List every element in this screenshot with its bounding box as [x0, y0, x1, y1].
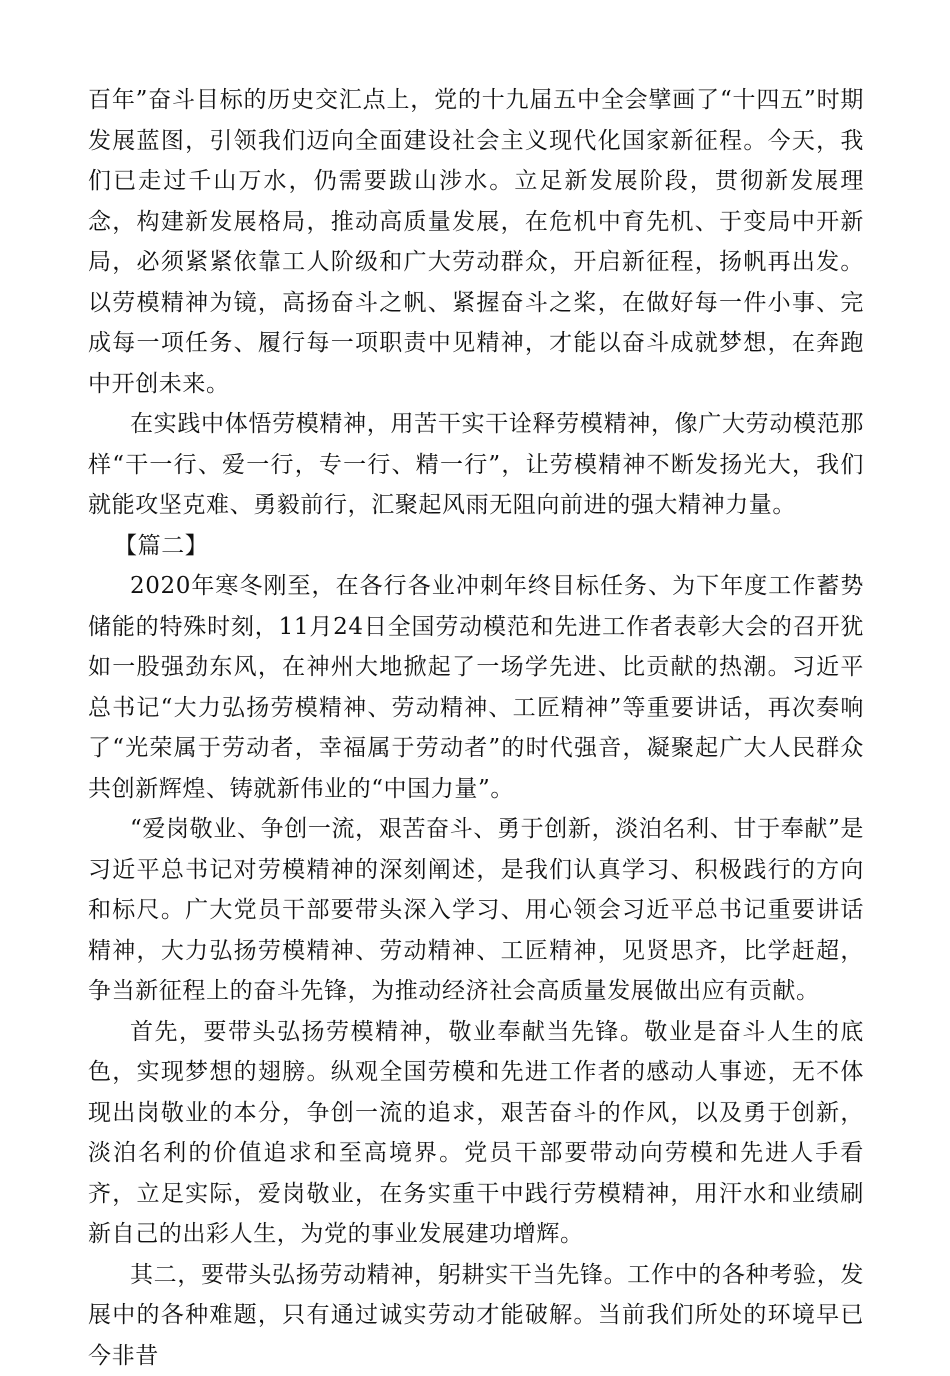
paragraph-continuation: 百年”奋斗目标的历史交汇点上，党的十九届五中全会擘画了“十四五”时期发展蓝图，引领我们迈向全面建设社会主义现代化国家新征程。今天，我们已走过千山万水，仍需要跋山涉水。立足新发展阶段，贯彻新发展理念，构建新发展格局，推动高质量发展，在危机中育先机、于变局中开新局，必须紧紧依靠工人阶级和广大劳动群众，开启新征程，扬帆再出发。以劳模精神为镜，高扬奋斗之帆、紧握奋斗之桨，在做好每一件小事、完成每一项任务、履行每一项职责中见精神，才能以奋斗成就梦想，在奔跑中开创未来。 [88, 80, 864, 404]
document-page [88, 80, 864, 1376]
paragraph-second-point: 其二，要带头弘扬劳动精神，躬耕实干当先锋。工作中的各种考验，发展中的各种难题，只有通过诚实劳动才能破解。当前我们所处的环境早已今非昔 [88, 1255, 864, 1376]
paragraph-practice-spirit: 在实践中体悟劳模精神，用苦干实干诠释劳模精神，像广大劳动模范那样“干一行、爱一行，专一行、精一行”，让劳模精神不断发扬光大，我们就能攻坚克难、勇毅前行，汇聚起风雨无阻向前进的强大精神力量。 [88, 404, 864, 526]
paragraph-first-point: 首先，要带头弘扬劳模精神，敬业奉献当先锋。敬业是奋斗人生的底色，实现梦想的翅膀。纵观全国劳模和先进工作者的感动人事迹，无不体现出岗敬业的本分，争创一流的追求，艰苦奋斗的作风，以及勇于创新，淡泊名利的价值追求和至高境界。党员干部要带动向劳模和先进人手看齐，立足实际，爱岗敬业，在务实重干中践行劳模精神，用汗水和业绩刷新自己的出彩人生，为党的事业发展建功增辉。 [88, 1012, 864, 1255]
section-heading: 【篇二】 [88, 526, 864, 567]
paragraph-model-spirit-quote: “爱岗敬业、争创一流，艰苦奋斗、勇于创新，淡泊名利、甘于奉献”是习近平总书记对劳模精神的深刻阐述，是我们认真学习、积极践行的方向和标尺。广大党员干部要带头深入学习、用心领会习近平总书记重要讲话精神，大力弘扬劳模精神、劳动精神、工匠精神，见贤思齐，比学赶超，争当新征程上的奋斗先锋，为推动经济社会高质量发展做出应有贡献。 [88, 809, 864, 1012]
paragraph-2020-winter: 2020年寒冬刚至，在各行各业冲刺年终目标任务、为下年度工作蓄势储能的特殊时刻，11月24日全国劳动模范和先进工作者表彰大会的召开犹如一股强劲东风，在神州大地掀起了一场学先进、比贡献的热潮。习近平总书记“大力弘扬劳模精神、劳动精神、工匠精神”等重要讲话，再次奏响了“光荣属于劳动者，幸福属于劳动者”的时代强音，凝聚起广大人民群众共创新辉煌、铸就新伟业的“中国力量”。 [88, 566, 864, 809]
